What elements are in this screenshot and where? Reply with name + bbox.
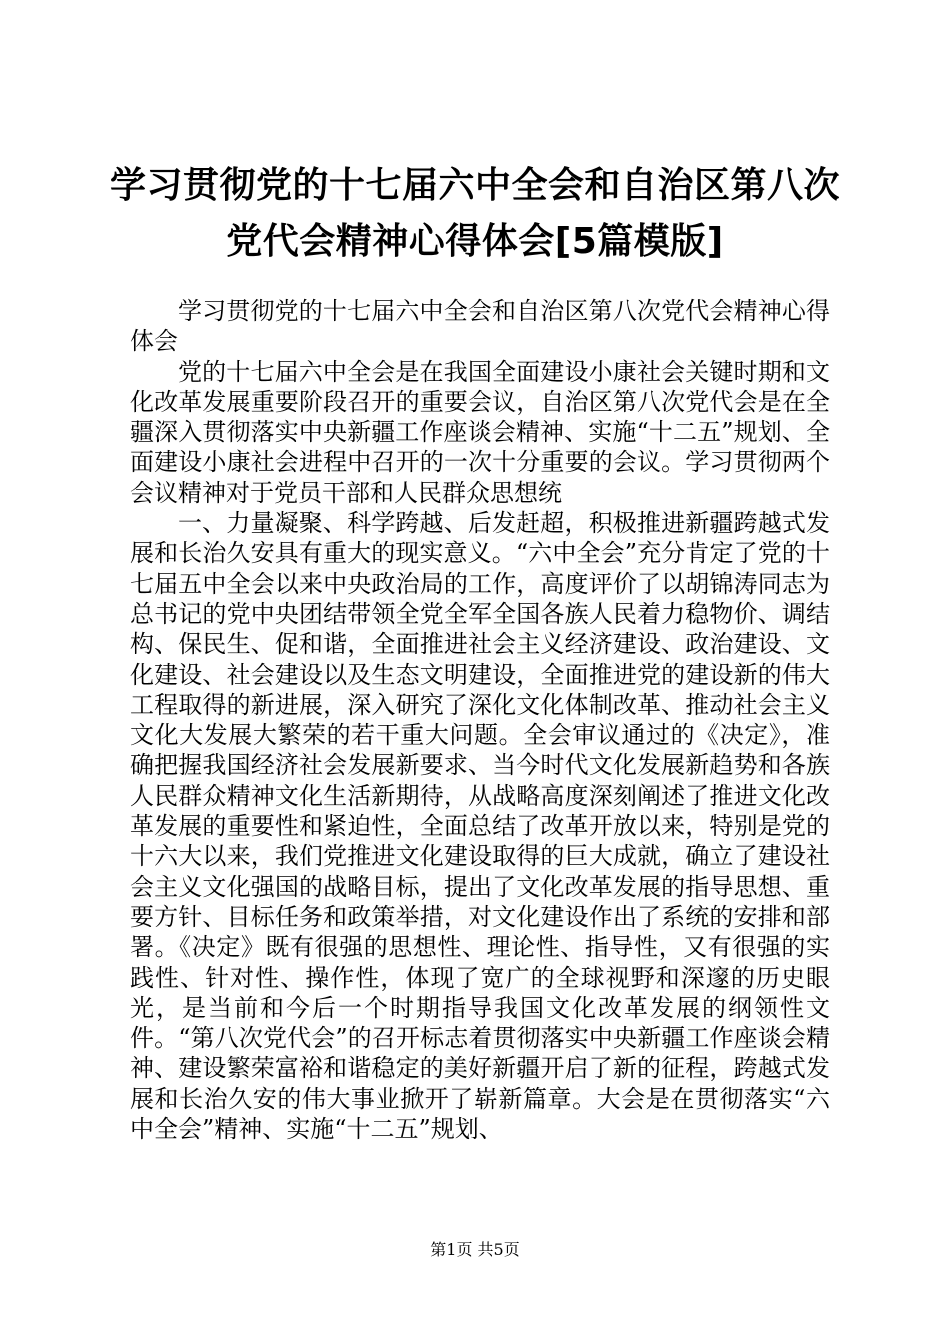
document-title: [110, 158, 840, 270]
page-number-footer: 第1页 共5页: [430, 1240, 520, 1259]
paragraph-section-one: 一、力量凝聚、科学跨越、后发赶超，积极推进新疆跨越式发展和长治久安具有重大的现实意义。“六中全会”充分肯定了党的十七届五中全会以来中央政治局的工作，高度评价了以胡锦涛同志为总书记的党中央团结带领全党全军全国各族人民着力稳物价、调结构、保民生、促和谐，全面推进社会主义经济建设、政治建设、文化建设、社会建设以及生态文明建设，全面推进党的建设新的伟大工程取得的新进展，深入研究了深化文化体制改革、推动社会主义文化大发展大繁荣的若干重大问题。全会审议通过的《决定》，准确把握我国经济社会发展新要求、当今时代文化发展新趋势和各族人民群众精神文化生活新期待，从战略高度深刻阐述了推进文化改革发展的重要性和紧迫性，全面总结了改革开放以来，特别是党的十六大以来，我们党推进文化建设取得的巨大成就，确立了建设社会主义文化强国的战略目标，提出了文化改革发展的指导思想、重要方针、目标任务和政策举措，对文化建设作出了系统的安排和部署。《决定》既有很强的思想性、理论性、指导性，又有很强的实践性、针对性、操作性，体现了宽广的全球视野和深邃的历史眼光，是当前和今后一个时期指导我国文化改革发展的纲领性文件。“第八次党代会”的召开标志着贯彻落实中央新疆工作座谈会精神、建设繁荣富裕和谐稳定的美好新疆开启了新的征程，跨越式发展和长治久安的伟大事业掀开了崭新篇章。大会是在贯彻落实“六中全会”精神、实施“十二五”规划、: [130, 509, 830, 1144]
paragraph-intro: 党的十七届六中全会是在我国全面建设小康社会关键时期和文化改革发展重要阶段召开的重要会议，自治区第八次党代会是在全疆深入贯彻落实中央新疆工作座谈会精神、实施“十二五”规划、全面建设小康社会进程中召开的一次十分重要的会议。学习贯彻两个会议精神对于党员干部和人民群众思想统: [130, 357, 830, 507]
title-line-2: 党代会精神心得体会[5篇模版]: [226, 221, 724, 262]
title-line-1: 学习贯彻党的十七届六中全会和自治区第八次: [110, 165, 841, 206]
document-body: [130, 296, 830, 1144]
paragraph-subtitle: 学习贯彻党的十七届六中全会和自治区第八次党代会精神心得体会: [130, 297, 830, 356]
